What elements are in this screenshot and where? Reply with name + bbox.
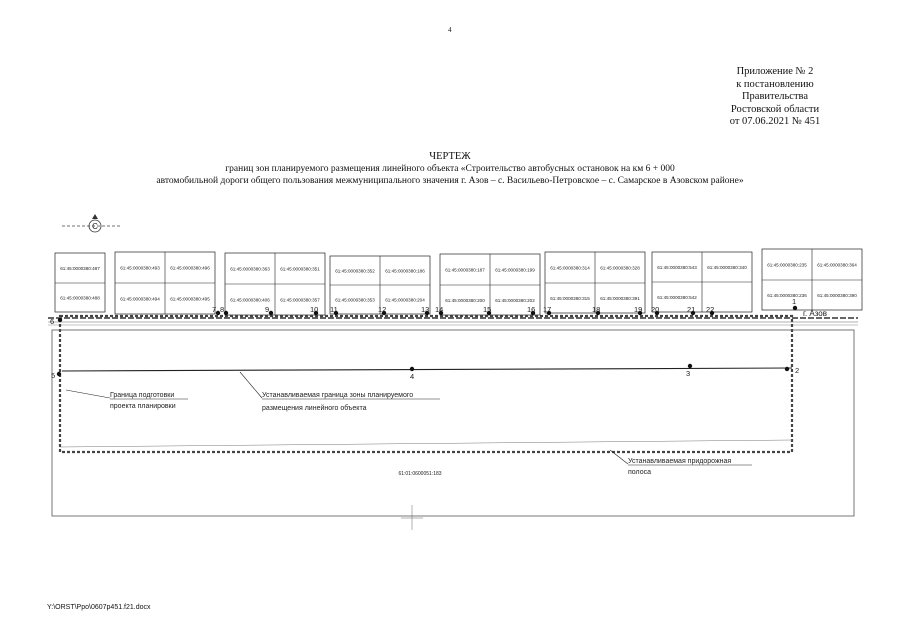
parcel-id: 61:45:0000380:186 — [385, 268, 425, 274]
parcel-id: 61:45:0000380:202 — [495, 298, 535, 303]
point-number: 21 — [687, 305, 696, 314]
point-number: 8 — [220, 305, 225, 314]
point-number: 16 — [527, 305, 536, 314]
roadside-strip-line — [60, 440, 792, 447]
parcel-id: 61:45:0000380:314 — [550, 265, 590, 271]
point-number: 14 — [435, 305, 444, 314]
compass-letter: С — [92, 222, 98, 231]
parcel-id: 61:45:0000380:494 — [120, 296, 160, 302]
parcel-id: 61:45:0000380:363 — [230, 266, 270, 272]
boundary-point — [58, 318, 62, 322]
parcel-id: 61:45:0000380:543 — [657, 265, 697, 270]
parcel-id: 61:45:0000380:391 — [600, 296, 640, 301]
drawing-title: ЧЕРТЕЖ — [429, 151, 471, 162]
boundary-point — [793, 306, 797, 310]
legend-roadside-strip: Устанавливаемая придорожная — [628, 458, 732, 465]
appendix-line: Приложение № 2 — [736, 66, 814, 77]
parcel-id: 61:45:0000380:236 — [767, 293, 807, 298]
parcel-id: 61:45:0000380:542 — [657, 295, 697, 300]
parcel-id: 61:45:0000380:357 — [280, 297, 320, 303]
compass-arrow-icon — [92, 214, 98, 219]
parcel-id: 61:45:0000380:200 — [445, 298, 485, 303]
appendix-line: от 07.06.2021 № 451 — [729, 116, 821, 127]
parcel-id: 61:45:0000380:487 — [60, 266, 100, 271]
parcel-id: 61:45:0000380:328 — [600, 265, 640, 271]
point-number: 4 — [410, 372, 415, 381]
lower-parcel-boundary — [52, 330, 854, 516]
legend-planning-boundary: Граница подготовки — [110, 392, 175, 399]
boundary-point — [269, 311, 273, 315]
boundary-point — [224, 311, 228, 315]
legend-leader — [240, 372, 262, 398]
legend-roadside-strip: полоса — [628, 469, 651, 476]
parcel-id: 61:45:0000380:340 — [707, 265, 747, 270]
appendix-line: к постановлению — [736, 78, 814, 90]
appendix-line: Ростовской области — [730, 103, 820, 115]
drawing-subtitle-line: автомобильной дороги общего пользования межмуниципального значения г. Азов – с. Васильево-Петровское – с. Самарское в Азовском районе» — [156, 176, 744, 186]
legend-leader — [66, 390, 110, 398]
legend-zone-boundary: Устанавливаемая граница зоны планируемого — [262, 392, 414, 399]
parcel-id: 61:45:0000380:199 — [495, 267, 535, 273]
point-number: 13 — [421, 305, 430, 314]
point-number: 3 — [686, 369, 691, 378]
zone-boundary-line — [62, 368, 792, 371]
point-number: 5 — [51, 371, 56, 380]
boundary-point — [688, 364, 692, 368]
point-number: 17 — [543, 305, 552, 314]
point-number: 1 — [792, 297, 797, 306]
appendix-line: Правительства — [741, 91, 809, 102]
parcel-id: 61:45:0000380:406 — [230, 297, 270, 303]
point-number: 10 — [310, 305, 319, 314]
point-number: 20 — [651, 305, 660, 314]
parcel-id: 61:45:0000380:351 — [280, 266, 320, 272]
parcel-id: 61:45:0000380:315 — [550, 296, 590, 301]
point-number: 18 — [592, 305, 601, 314]
boundary-point — [410, 367, 414, 371]
planning-boundary — [60, 316, 792, 452]
parcel-id: 61:45:0000380:390 — [817, 293, 857, 298]
parcel-id: 61:45:0000380:204 — [385, 297, 425, 303]
parcel-id: 61:45:0000380:488 — [60, 295, 100, 301]
point-number: 7 — [212, 305, 217, 314]
drawing-subtitle-line: границ зон планируемого размещения линейного объекта «Строительство автобусных остановок на км 6 + 000 — [225, 164, 675, 174]
parcel-id: 61:45:0000380:352 — [335, 268, 375, 274]
road-label: г. Азов — [803, 309, 827, 318]
point-number: 15 — [483, 305, 492, 314]
parcel-id: 61:45:0000380:364 — [817, 262, 857, 268]
point-number: 22 — [706, 305, 715, 314]
point-number: 12 — [378, 305, 387, 314]
point-number: 11 — [330, 305, 338, 314]
parcel-id: 61:45:0000380:496 — [170, 265, 210, 271]
parcel-id: 61:45:0000380:493 — [120, 265, 160, 271]
boundary-point — [57, 372, 61, 376]
boundary-point — [785, 367, 789, 371]
page-number: 4 — [448, 26, 452, 34]
parcel-id: 61:45:0000380:235 — [767, 262, 807, 268]
file-path-footer: Y:\ORST\Ppo\0607p451.f21.docx — [47, 604, 151, 611]
parcel-id: 61:45:0000380:187 — [445, 267, 485, 273]
point-number: 9 — [265, 305, 270, 314]
parcel-id: 61:45:0000380:495 — [170, 296, 210, 302]
parcel-id: 61:45:0000380:353 — [335, 297, 375, 303]
lower-parcel-id: 61:01:0600051:183 — [398, 471, 442, 477]
parcel-block — [55, 253, 105, 312]
legend-planning-boundary: проекта планировки — [110, 403, 176, 410]
legend-zone-boundary: размещения линейного объекта — [262, 405, 367, 412]
point-number: 2 — [795, 366, 800, 375]
point-number: 19 — [634, 305, 643, 314]
point-number: 6 — [50, 317, 55, 326]
